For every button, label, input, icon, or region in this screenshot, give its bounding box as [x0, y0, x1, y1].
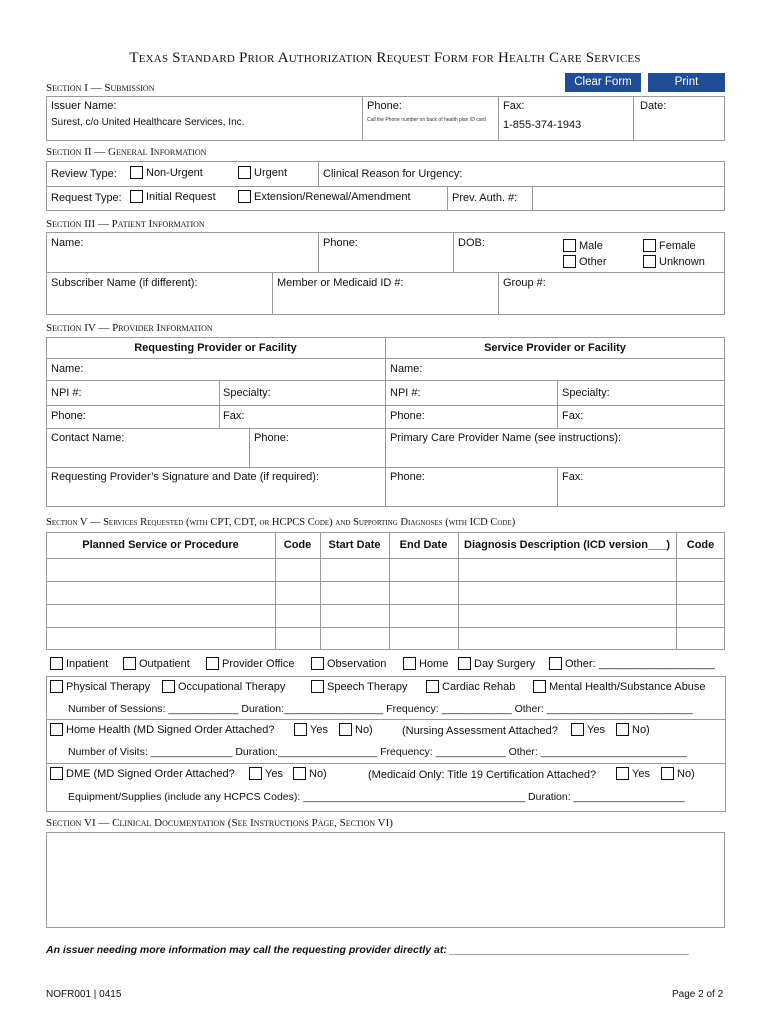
form-id: NOFR001 | 0415	[46, 989, 122, 1000]
review-type-label: Review Type:	[51, 168, 117, 180]
form-title: Texas Standard Prior Authorization Request Form for Health Care Services	[129, 50, 641, 66]
section-4-heading: Section IV — Provider Information	[46, 322, 213, 334]
day-surgery-checkbox[interactable]	[458, 657, 471, 670]
dme-no-label: No)	[309, 767, 327, 780]
col-diagnosis: Diagnosis Description (ICD version___)	[464, 539, 670, 551]
svc-provider-name-label: Name:	[390, 363, 423, 375]
initial-request-checkbox[interactable]	[130, 190, 143, 203]
signature-label: Requesting Provider’s Signature and Date (if required):	[51, 471, 320, 483]
svc-npi-label: NPI #:	[390, 387, 421, 399]
issuer-phone-label: Phone:	[367, 100, 402, 112]
mental-health-checkbox[interactable]	[533, 680, 546, 693]
page-number: Page 2 of 2	[672, 989, 724, 1000]
col-diag-code: Code	[686, 539, 715, 551]
svc-specialty-label: Specialty:	[562, 387, 610, 399]
dme-checkbox[interactable]	[50, 767, 63, 780]
group-number-label: Group #:	[503, 277, 546, 289]
pcp-name-label: Primary Care Provider Name (see instructions):	[390, 432, 622, 444]
svc-fax-label: Fax:	[562, 410, 584, 422]
physical-therapy-label: Physical Therapy	[66, 680, 151, 693]
service-provider-heading: Service Provider or Facility	[484, 342, 626, 354]
unknown-gender-label: Unknown	[659, 255, 705, 268]
other-gender-label: Other	[579, 255, 607, 268]
cardiac-rehab-checkbox[interactable]	[426, 680, 439, 693]
patient-phone-label: Phone:	[323, 237, 358, 249]
male-checkbox[interactable]	[563, 239, 576, 252]
issuer-name-label: Issuer Name:	[51, 100, 117, 112]
mental-health-label: Mental Health/Substance Abuse	[549, 680, 706, 693]
contact-phone-label: Phone:	[254, 432, 289, 444]
home-health-no-checkbox[interactable]	[339, 723, 352, 736]
female-checkbox[interactable]	[643, 239, 656, 252]
occupational-therapy-checkbox[interactable]	[162, 680, 175, 693]
dme-label: DME (MD Signed Order Attached?	[66, 767, 235, 780]
nursing-assessment-label: (Nursing Assessment Attached?	[402, 725, 558, 737]
patient-name-label: Name:	[51, 237, 84, 249]
issuer-fax-label: Fax:	[503, 100, 525, 112]
other-location-checkbox[interactable]	[549, 657, 562, 670]
req-provider-name-label: Name:	[51, 363, 84, 375]
medicaid-no-label: No)	[677, 767, 695, 780]
initial-request-label: Initial Request	[146, 190, 216, 203]
cardiac-rehab-label: Cardiac Rehab	[442, 680, 516, 693]
issuer-fax-value[interactable]: 1-855-374-1943	[503, 119, 582, 131]
section-6-heading: Section VI — Clinical Documentation (See Instructions Page, Section VI)	[46, 817, 393, 829]
patient-info-box	[46, 232, 725, 315]
dme-yes-checkbox[interactable]	[249, 767, 262, 780]
inpatient-checkbox[interactable]	[50, 657, 63, 670]
other-location-label: Other: ___________________	[565, 657, 715, 670]
request-type-label: Request Type:	[51, 192, 122, 204]
col-code: Code	[283, 539, 312, 551]
medicaid-no-checkbox[interactable]	[661, 767, 674, 780]
provider-office-checkbox[interactable]	[206, 657, 219, 670]
svc-phone-label: Phone:	[390, 410, 425, 422]
prev-auth-label: Prev. Auth. #:	[452, 192, 518, 204]
section-2-heading: Section II — General Information	[46, 146, 207, 158]
nursing-no-label: No)	[632, 723, 650, 736]
subscriber-name-label: Subscriber Name (if different):	[51, 277, 198, 289]
col-planned-service: Planned Service or Procedure	[82, 539, 239, 551]
contact-name-label: Contact Name:	[51, 432, 125, 444]
home-health-yes-checkbox[interactable]	[294, 723, 307, 736]
therapy-details: Number of Sessions: ____________ Duration:_________________ Frequency: ____________ Other: _________________________	[68, 703, 693, 715]
dme-yes-label: Yes	[265, 767, 283, 780]
issuer-contact-note: An issuer needing more information may call the requesting provider directly at: _________________________________________	[46, 944, 690, 956]
home-health-no-label: No)	[355, 723, 373, 736]
urgent-checkbox[interactable]	[238, 166, 251, 179]
section-3-heading: Section III — Patient Information	[46, 218, 205, 230]
req-phone-label: Phone:	[51, 410, 86, 422]
dme-no-checkbox[interactable]	[293, 767, 306, 780]
day-surgery-label: Day Surgery	[474, 657, 536, 670]
section-1-heading: Section I — Submission	[46, 82, 155, 94]
medicaid-yes-checkbox[interactable]	[616, 767, 629, 780]
occupational-therapy-label: Occupational Therapy	[178, 680, 286, 693]
speech-therapy-checkbox[interactable]	[311, 680, 324, 693]
extension-checkbox[interactable]	[238, 190, 251, 203]
equipment-details: Equipment/Supplies (include any HCPCS Codes): ______________________________________ Duration: ___________________	[68, 791, 685, 803]
speech-therapy-label: Speech Therapy	[327, 680, 408, 693]
pcp-phone-label: Phone:	[390, 471, 425, 483]
physical-therapy-checkbox[interactable]	[50, 680, 63, 693]
medicaid-title19-label: (Medicaid Only: Title 19 Certification Attached?	[368, 769, 597, 781]
female-label: Female	[659, 239, 696, 252]
home-health-details: Number of Visits: ______________ Duration:_________________ Frequency: ____________ Other: _________________________	[68, 746, 687, 758]
req-npi-label: NPI #:	[51, 387, 82, 399]
pcp-fax-label: Fax:	[562, 471, 584, 483]
print-button[interactable]: Print	[648, 73, 725, 92]
nursing-yes-label: Yes	[587, 723, 605, 736]
non-urgent-checkbox[interactable]	[130, 166, 143, 179]
observation-checkbox[interactable]	[311, 657, 324, 670]
req-fax-label: Fax:	[223, 410, 245, 422]
clinical-reason-label: Clinical Reason for Urgency:	[323, 168, 463, 180]
home-health-checkbox[interactable]	[50, 723, 63, 736]
extension-label: Extension/Renewal/Amendment	[254, 190, 411, 203]
male-label: Male	[579, 239, 603, 252]
nursing-no-checkbox[interactable]	[616, 723, 629, 736]
date-label: Date:	[640, 100, 667, 112]
home-checkbox[interactable]	[403, 657, 416, 670]
dob-label: DOB:	[458, 237, 485, 249]
unknown-gender-checkbox[interactable]	[643, 255, 656, 268]
home-health-yes-label: Yes	[310, 723, 328, 736]
medicaid-yes-label: Yes	[632, 767, 650, 780]
member-id-label: Member or Medicaid ID #:	[277, 277, 404, 289]
clinical-documentation-box[interactable]	[46, 832, 725, 928]
outpatient-label: Outpatient	[139, 657, 190, 670]
home-label: Home	[419, 657, 449, 670]
requesting-provider-heading: Requesting Provider or Facility	[134, 342, 297, 354]
clear-form-button[interactable]: Clear Form	[565, 73, 641, 92]
outpatient-checkbox[interactable]	[123, 657, 136, 670]
urgent-label: Urgent	[254, 166, 288, 179]
issuer-name-value[interactable]: Surest, c/o United Healthcare Services, Inc.	[51, 117, 245, 128]
col-end-date: End Date	[399, 539, 448, 551]
provider-office-label: Provider Office	[222, 657, 295, 670]
req-specialty-label: Specialty:	[223, 387, 271, 399]
observation-label: Observation	[327, 657, 387, 670]
other-gender-checkbox[interactable]	[563, 255, 576, 268]
section-5-heading: Section V — Services Requested (with CPT, CDT, or HCPCS Code) and Supporting Diagnoses (with ICD Code)	[46, 517, 516, 528]
non-urgent-label: Non-Urgent	[146, 166, 203, 179]
col-start-date: Start Date	[328, 539, 381, 551]
inpatient-label: Inpatient	[66, 657, 109, 670]
home-health-label: Home Health (MD Signed Order Attached?	[66, 723, 275, 736]
nursing-yes-checkbox[interactable]	[571, 723, 584, 736]
issuer-phone-note: Call the Phone number on back of health plan ID card	[367, 117, 486, 123]
